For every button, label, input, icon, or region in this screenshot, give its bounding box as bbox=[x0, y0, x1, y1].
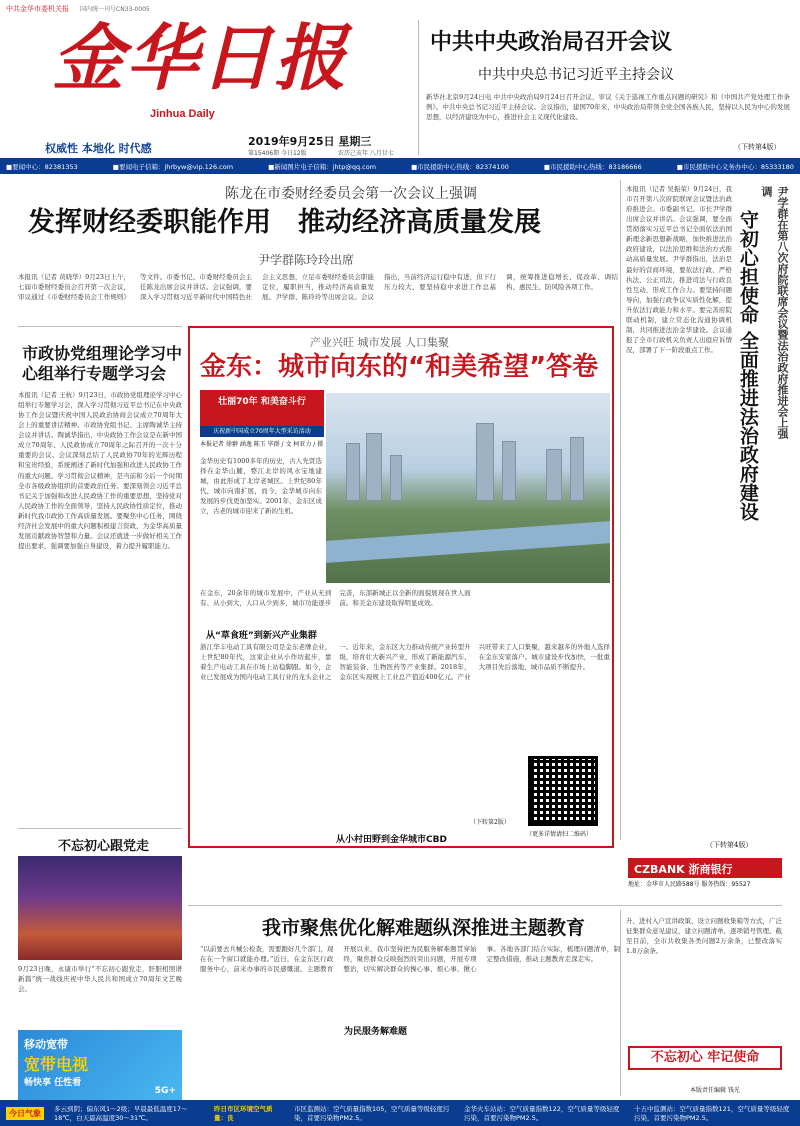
weather-forecast: 多云到阴；偏东风1～2级；早晨最低温度17～18℃，白天最高温度30～31℃。 bbox=[54, 1105, 188, 1122]
top-story-body: 新华社北京9月24日电 中共中央政治局9月24日召开会议，审议《关于巡视工作重点问题的研究》和《中国共产党处理工作条例》。中共中央总书记习近平主持会议。会议指出，建国70年来，中央政治局带领全党全国各族人民，坚持以人民为中心的发展思想，以经济建设为中心，推进社会主义现代化建设。 bbox=[426, 93, 790, 122]
bottom-right-body: 升、进村入户宣讲政策、设立问题收集箱等方式，广泛征集群众意见建议，建立问题清单，逐项销号管理。截至目前，全市共收集各类问题2万余条，已整改落实1.8万余条。 bbox=[626, 917, 782, 956]
building bbox=[390, 455, 402, 501]
campaign-banner: 壮丽70年 和美奋斗行 bbox=[200, 390, 324, 426]
feature-body-top: 在金东，20余年的城市发展中，产业从无到有、从小到大，人口从少到多，城市功能逐步完善，东部新城正以全新的面貌展现在世人面前。和美金东建设取得明显成效。 bbox=[200, 589, 471, 608]
hotline-item: ■市民援助中心热线：82374100 bbox=[411, 162, 509, 171]
issue-date: 2019年9月25日 星期三 bbox=[248, 135, 372, 148]
bottom-body: “以前要去兵械公检查，需要跑好几个部门，现在在一个窗口就能办理。”近日，在金东区行政服务中心，前来办事的市民感慨道。主题教育开展以来，我市坚持把为民服务解难题贯穿始终，聚焦群众反映强烈的突出问题，开展专项整治，切实解决群众的操心事、烦心事、揪心事。各地各部门结合实际，梳理问题清单，制定整改措施，推动主题教育走深走实。 bbox=[200, 945, 620, 974]
hotline-item: ■要闻中心：82381353 bbox=[6, 162, 78, 171]
building bbox=[346, 443, 360, 501]
newspaper-logo: 金华日报 bbox=[52, 15, 349, 100]
page-editor: 本版责任编辑 钱光 bbox=[690, 1087, 740, 1094]
weather-bar bbox=[0, 1100, 800, 1126]
bank-ad[interactable]: CZBANK 浙商银行 bbox=[628, 858, 782, 878]
promo-line2: 宽带电视 bbox=[24, 1055, 89, 1074]
newspaper-logo-en: Jinhua Daily bbox=[150, 108, 215, 120]
aqi-station-3: 十五中监测站：空气质量指数121，空气质量等级轻度污染，首要污染物PM2.5。 bbox=[634, 1105, 790, 1122]
divider bbox=[18, 828, 182, 829]
city-aerial-photo bbox=[326, 393, 610, 583]
top-story-subhead: 中共中央总书记习近平主持会议 bbox=[478, 67, 674, 83]
left-story-headline[interactable]: 市政协党组理论学习中心组举行专题学习会 bbox=[22, 344, 183, 383]
hotline-item[interactable]: ■要闻电子信箱：jhrbyw@vip.126.com bbox=[112, 162, 234, 171]
feature-headline[interactable]: 金东：城市向东的“和美希望”答卷 bbox=[200, 352, 599, 382]
promo-line1: 移动宽带 bbox=[24, 1038, 68, 1051]
feature-subhead-2: 从小村田野到金华城市CBD bbox=[336, 835, 447, 845]
divider bbox=[18, 326, 182, 327]
left-story-body: 本报讯（记者 王杭）9月23日，市政协党组理论学习中心组举行专题学习会，深入学习贯彻习近平总书记在中央政协工作会议暨庆祝中国人民政治协商会议成立70周年大会上的重要讲话精神。市政协党组书记、主席陶诚华主持会议并讲话。陶诚华指出，中央政协工作会议是在新中国成立70周年、人民政协成立70周年之际召开的一次十分重要的会议。会议深刻总结了人民政协70年的光辉历程和宝贵经验，系统阐述了新时代加强和改进人民政协工作的重大问题。学习贯彻会议精神，是当前和今后一个时期全市各级政协组织的首要政治任务。要深刻领会习近平总书记关于加强和改进人民政协工作的重要思想，坚持党对人民政协工作的全面领导，坚持人民政协性质定位，推动新时代我市政协工作高质量发展。要聚焦中心任务，围绕经济社会发展中的重大问题积极建言资政，为金华高质量发展贡献政协智慧和力量。会议还就进一步做好相关工作提出要求，强调要加强自身建设，着力提升履职能力。 bbox=[18, 391, 182, 550]
bottom-subhead: 为民服务解难题 bbox=[344, 1027, 408, 1037]
building bbox=[502, 441, 516, 501]
hotline-item[interactable]: ■新闻图片电子信箱：jhtp@qq.com bbox=[268, 162, 377, 171]
photo-story-headline[interactable]: 不忘初心跟党走 bbox=[58, 839, 150, 854]
divider bbox=[620, 180, 621, 840]
building bbox=[570, 437, 584, 501]
feature-subhead-1: 从“草食班”到新兴产业集群 bbox=[206, 631, 317, 641]
promo-ad[interactable] bbox=[18, 1030, 182, 1100]
lead-body: 本报讯（记者 黄晓华）9月23日上午，七届市委财经委员会召开第一次会议，审议通过《市委财经委员会工作规则》等文件。市委书记、市委财经委员会主任陈龙出席会议并讲话。会议强调，要深入学习贯彻习近平新时代中国特色社会主义思想，立足市委财经委员会职能定位，履职担当，推动经济高质量发展。尹学群、陈玲玲等出席会议。会议指出，当前经济运行稳中有进，但下行压力较大，要坚持稳中求进工作总基调，统筹推进稳增长、促改革、调结构、惠民生、防风险各项工作。 bbox=[18, 273, 618, 302]
masthead-note: 中共金华市委机关报 bbox=[6, 5, 69, 13]
photo-caption: 9月23日晚，永康市举行“不忘初心跟党走，肝胆相照谱新篇”统一战线庆祝中华人民共和国成立70周年文艺晚会。 bbox=[18, 965, 182, 994]
bank-ad-note: 地址：金华市人民路588号 服务热线：95527 bbox=[628, 881, 751, 888]
promo-5g-tag: 5G+ bbox=[154, 1086, 176, 1096]
building bbox=[476, 423, 494, 501]
masthead-serial: 国内统一刊号CN33-0005 bbox=[80, 6, 150, 13]
feature-credit: 本报记者 徐翀 涵逸 陈玉 毕群 / 文 柯亚力 / 摄 bbox=[200, 441, 324, 448]
continued-note: （下转第2版） bbox=[470, 819, 510, 826]
aqi-station-2: 金华火车站站：空气质量指数122，空气质量等级轻度污染，首要污染物PM2.5。 bbox=[464, 1105, 620, 1122]
continued-note: （下转第4版） bbox=[734, 143, 781, 151]
qr-note: （更多详情请扫二维码） bbox=[526, 831, 593, 838]
continued-note: （下转第4版） bbox=[706, 841, 753, 849]
feature-kicker: 产业兴旺 城市发展 人口集聚 bbox=[310, 336, 449, 349]
aqi-label: 昨日市区环境空气质量：良 bbox=[214, 1105, 273, 1122]
lead-headline[interactable]: 发挥财经委职能作用 推动经济高质量发展 bbox=[28, 207, 541, 238]
newspaper-slogan: 权威性 本地化 时代感 bbox=[45, 142, 152, 155]
stage-performance-photo bbox=[18, 856, 182, 960]
divider bbox=[418, 20, 419, 155]
right-kicker-vertical: 尹学群在第八次府院联席会议暨法治政府推进会上强调 bbox=[760, 186, 789, 439]
right-story-body: 本报讯（记者 吴振荣）9月24日，我市召开第八次府院联席会议暨法治政府推进会。市委副书记、市长尹学群出席会议并讲话。会议强调，要全面贯彻落实习近平总书记全面依法治国新理念新思想新战略，加快推进法治政府建设，以法治思维和法治方式推动高质量发展。尹学群指出，法治是最好的营商环境，要依法行政、严格执法、公正司法，推进司法与行政良性互动，形成工作合力。要坚持问题导向，加强行政争议实质性化解，提升依法行政能力和水平。要完善府院联动机制，建立常态化沟通协调机制，共同推进法治金华建设。会议通报了全市行政机关负责人出庭应诉情况，部署了下一阶段重点工作。 bbox=[626, 185, 732, 354]
weather-label: 今日气象 bbox=[6, 1107, 44, 1120]
right-headline-vertical[interactable]: 守初心担使命 全面推进法治政府建设 bbox=[736, 210, 759, 521]
lead-kicker: 陈龙在市委财经委员会第一次会议上强调 bbox=[225, 186, 477, 202]
campaign-banner-sub: 庆祝新中国成立70周年大型采访活动 bbox=[200, 426, 324, 437]
building bbox=[546, 449, 562, 501]
feature-body: 浙江华丰电动工具有限公司是金东老牌企业，上世纪80年代，这家企业从小作坊起步，靠着生产电动工具在市场上站稳脚跟。如今，企业已发展成为国内电动工具行业的龙头企业之一。近年来，金东区大力推动传统产业转型升级，培育壮大新兴产业，形成了新能源汽车、智能装备、生物医药等产业集群。2018年，金东区实现规上工业总产值近400亿元。产业兴旺带来了人口集聚，越来越多的外地人选择在金东安家落户。城市建设步伐加快，一批重大项目先后落地，城市品质不断提升。 bbox=[200, 643, 610, 682]
hotline-item: ■市民援助中心热线：83186666 bbox=[543, 162, 642, 171]
divider bbox=[188, 905, 782, 906]
lead-byline: 尹学群陈玲玲出席 bbox=[258, 253, 355, 267]
slogan-sticker: 不忘初心 牢记使命 bbox=[628, 1046, 782, 1070]
river bbox=[326, 521, 610, 563]
divider bbox=[620, 910, 621, 1096]
qr-code[interactable] bbox=[528, 756, 598, 826]
feature-intro: 金华历史有1000多年的历史，古人先贤选择在金华山麓，婺江北岸的风水宝地建城，由此形成了北岸老城区。上世纪80年代，城市向南扩展，而今，金华城市向东发展的步伐更加坚实。2001年，金东区成立，古老的城市迎来了新的生机。 bbox=[200, 457, 322, 516]
bottom-headline[interactable]: 我市聚焦优化解难题纵深推进主题教育 bbox=[262, 917, 586, 939]
building bbox=[366, 433, 382, 501]
hotline-item: ■市民援助中心义务办中心：85333180 bbox=[676, 162, 794, 171]
lunar-date: 农历己亥年 八月廿七 bbox=[338, 150, 394, 157]
aqi-station-1: 市区监测站：空气质量指数105，空气质量等级轻度污染，首要污染物PM2.5。 bbox=[294, 1105, 450, 1122]
top-story-headline[interactable]: 中共中央政治局召开会议 bbox=[430, 30, 673, 55]
issue-number: 第15406期 今日12版 bbox=[248, 150, 307, 157]
promo-line3: 畅快享 任性看 bbox=[24, 1078, 82, 1088]
hotline-bar bbox=[0, 158, 800, 174]
